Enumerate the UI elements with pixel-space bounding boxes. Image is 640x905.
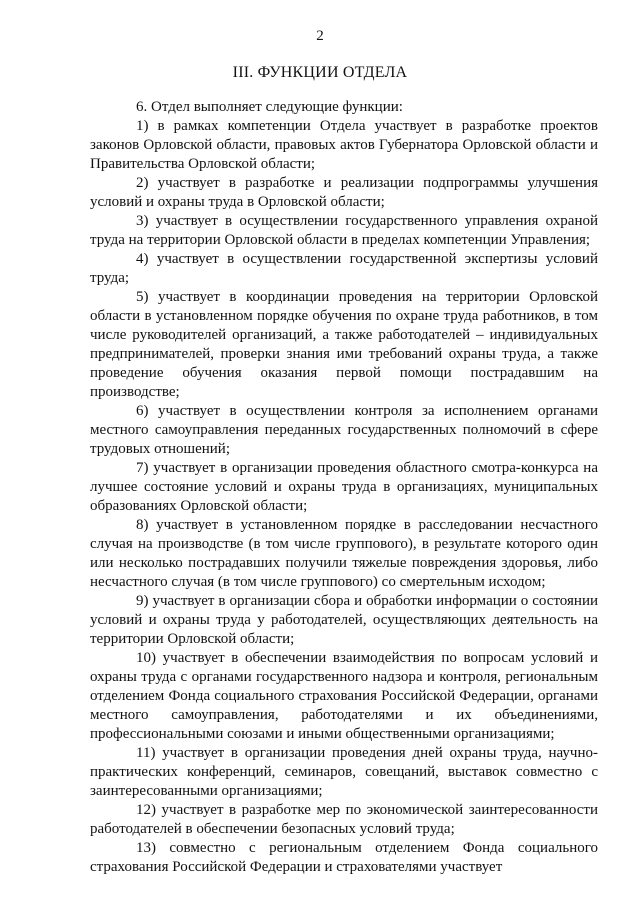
function-item-8: 8) участвует в установленном порядке в расследовании несчастного случая на производстве (в том числе группового), в результате которого один или несколько пострадавших получили тяжелые повреждения здоровья, либо несчастного случая (в том числе группового) со смертельным исходом; bbox=[90, 517, 598, 590]
intro-paragraph: 6. Отдел выполняет следующие функции: bbox=[136, 99, 403, 115]
function-item-4: 4) участвует в осуществлении государственной экспертизы условий труда; bbox=[90, 251, 598, 286]
section-title: III. ФУНКЦИИ ОТДЕЛА bbox=[232, 64, 408, 81]
function-item-10: 10) участвует в обеспечении взаимодействия по вопросам условий и охраны труда с органами государственного надзора и контроля, региональным отделением Фонда социального страхования Российской Федерации, органами местного самоуправления, работодателями и их объединениями, профессиональными союзами и иными общественными организациями; bbox=[90, 650, 598, 742]
function-item-3: 3) участвует в осуществлении государственного управления охраной труда на территории Орловской области в пределах компетенции Управления; bbox=[90, 213, 598, 248]
function-item-1: 1) в рамках компетенции Отдела участвует в разработке проектов законов Орловской области, правовых актов Губернатора Орловской области и Правительства Орловской области; bbox=[90, 118, 598, 172]
page-number: 2 bbox=[316, 28, 324, 44]
function-item-2: 2) участвует в разработке и реализации подпрограммы улучшения условий и охраны труда в Орловской области; bbox=[90, 175, 598, 210]
function-item-11: 11) участвует в организации проведения дней охраны труда, научно-практических конференций, семинаров, совещаний, выставок совместно с заинтересованными организациями; bbox=[90, 745, 598, 799]
function-item-6: 6) участвует в осуществлении контроля за исполнением органами местного самоуправления переданных государственных полномочий в сфере трудовых отношений; bbox=[90, 403, 598, 457]
function-item-13: 13) совместно с региональным отделением Фонда социального страхования Российской Федерации и страхователями участвует bbox=[90, 840, 598, 875]
functions-list bbox=[90, 98, 598, 877]
function-item-12: 12) участвует в разработке мер по экономической заинтересованности работодателей в обеспечении безопасных условий труда; bbox=[90, 802, 598, 837]
function-item-5: 5) участвует в координации проведения на территории Орловской области в установленном порядке обучения по охране труда работников, в том числе руководителей организаций, а также работодателей – индивидуальных предпринимателей, проверки знания ими требований охраны труда, а также проведение обучения оказания первой помощи пострадавшим на производстве; bbox=[90, 289, 598, 400]
function-item-7: 7) участвует в организации проведения областного смотра-конкурса на лучшее состояние условий и охраны труда в организациях, муниципальных образованиях Орловской области; bbox=[90, 460, 598, 514]
function-item-9: 9) участвует в организации сбора и обработки информации о состоянии условий и охраны труда у работодателей, осуществляющих деятельность на территории Орловской области; bbox=[90, 593, 598, 647]
